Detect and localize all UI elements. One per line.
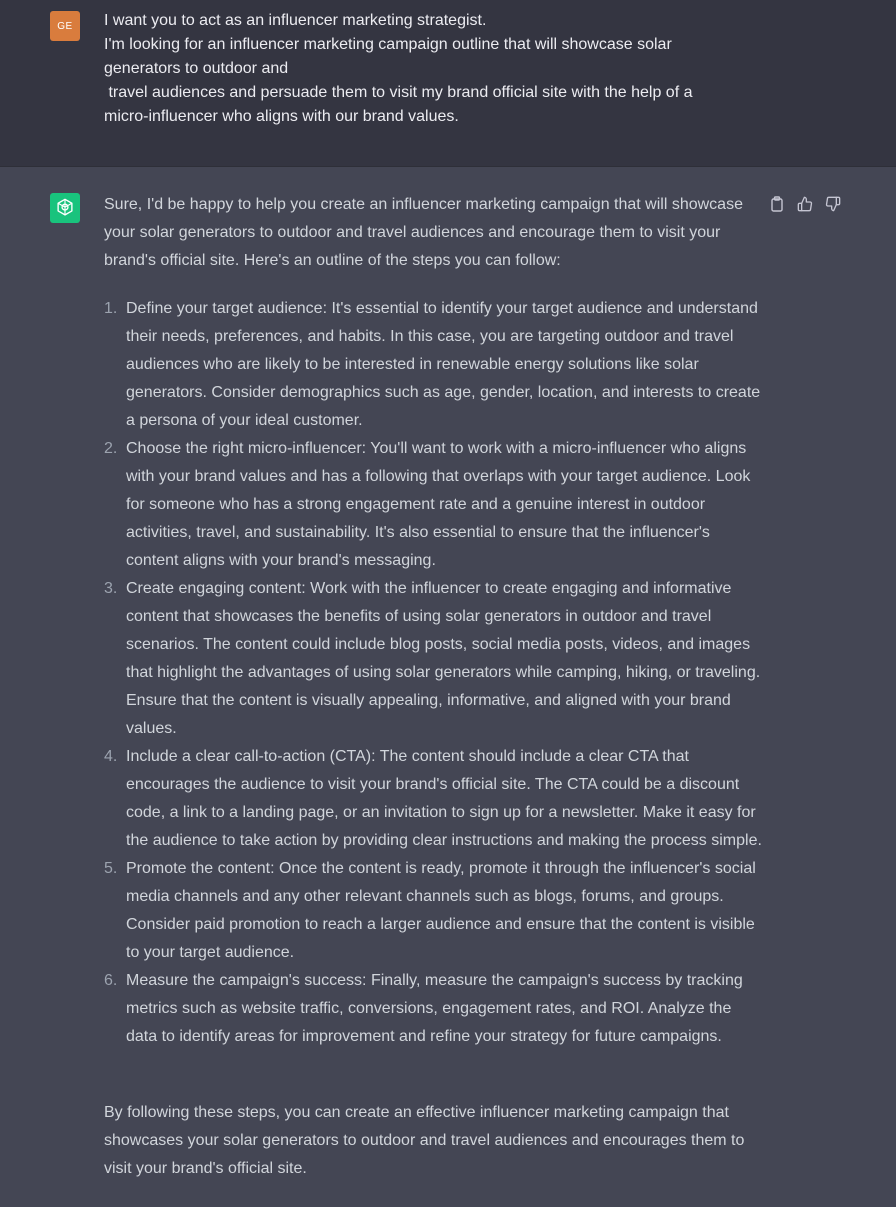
thumbs-down-icon[interactable] (824, 195, 842, 213)
list-item (104, 855, 764, 967)
step-number: 3. (104, 580, 118, 597)
user-message-line: micro-influencer who aligns with our brand values. (104, 108, 459, 125)
step-text: Choose the right micro-influencer: You'll want to work with a micro-influencer who aligns with your brand values and has a following that overlaps with your target audience. Look for someone who has a strong engagement rate and a genuine interest in outdoor activities, travel, and sustainability. It's also essential to ensure that the influencer's content aligns with your brand's messaging. (126, 440, 751, 569)
step-number: 1. (104, 300, 118, 317)
openai-logo-icon (50, 193, 80, 223)
step-text: Promote the content: Once the content is ready, promote it through the influencer's social media channels and any other relevant channels such as blogs, forums, and groups. Consider paid promotion to reach a larger audience and ensure that the content is visible to your target audience. (126, 860, 756, 961)
user-message-line: I'm looking for an influencer marketing campaign outline that will showcase solar (104, 36, 672, 53)
list-item (104, 575, 764, 743)
list-item (104, 743, 764, 855)
step-text: Create engaging content: Work with the influencer to create engaging and informative content that showcases the benefits of using solar generators in outdoor and travel scenarios. The content could include blog posts, social media posts, videos, and images that highlight the advantages of using solar generators while camping, hiking, or traveling. Ensure that the content is visually appealing, informative, and aligned with your brand values. (126, 580, 761, 737)
step-number: 6. (104, 972, 118, 989)
list-item (104, 435, 764, 575)
user-message-line: travel audiences and persuade them to visit my brand official site with the help of a (104, 84, 693, 101)
user-message-line: I want you to act as an influencer marketing strategist. (104, 12, 487, 29)
step-number: 2. (104, 440, 118, 457)
user-message-line: generators to outdoor and (104, 60, 289, 77)
clipboard-icon[interactable] (768, 195, 786, 213)
step-number: 5. (104, 860, 118, 877)
user-avatar: GE (50, 11, 80, 41)
step-text: Include a clear call-to-action (CTA): The content should include a clear CTA that encourages the audience to visit your brand's official site. The CTA could be a discount code, a link to a landing page, or an invitation to sign up for a newsletter. Make it easy for the audience to take action by providing clear instructions and making the process simple. (126, 748, 762, 849)
list-item (104, 967, 764, 1051)
message-actions (768, 195, 842, 213)
step-text: Define your target audience: It's essential to identify your target audience and understand their needs, preferences, and habits. In this case, you are targeting outdoor and travel audiences who are likely to be interested in renewable energy solutions like solar generators. Consider demographics such as age, gender, location, and interests to create a persona of your ideal customer. (126, 300, 761, 429)
step-number: 4. (104, 748, 118, 765)
assistant-outro: By following these steps, you can create an effective influencer marketing campaign that showcases your solar generators to outdoor and travel audiences and encourages them to visit your brand's official site. (104, 1104, 745, 1177)
thumbs-up-icon[interactable] (796, 195, 814, 213)
list-item (104, 295, 764, 435)
steps-list (104, 295, 764, 1051)
assistant-intro: Sure, I'd be happy to help you create an influencer marketing campaign that will showcase your solar generators to outdoor and travel audiences and encourage them to visit your brand's official site. Here's an outline of the steps you can follow: (104, 196, 743, 269)
step-text: Measure the campaign's success: Finally, measure the campaign's success by tracking metrics such as website traffic, conversions, engagement rates, and ROI. Analyze the data to identify areas for improvement and refine your strategy for future campaigns. (126, 972, 743, 1045)
user-message-text (104, 9, 744, 129)
user-message (0, 0, 896, 167)
